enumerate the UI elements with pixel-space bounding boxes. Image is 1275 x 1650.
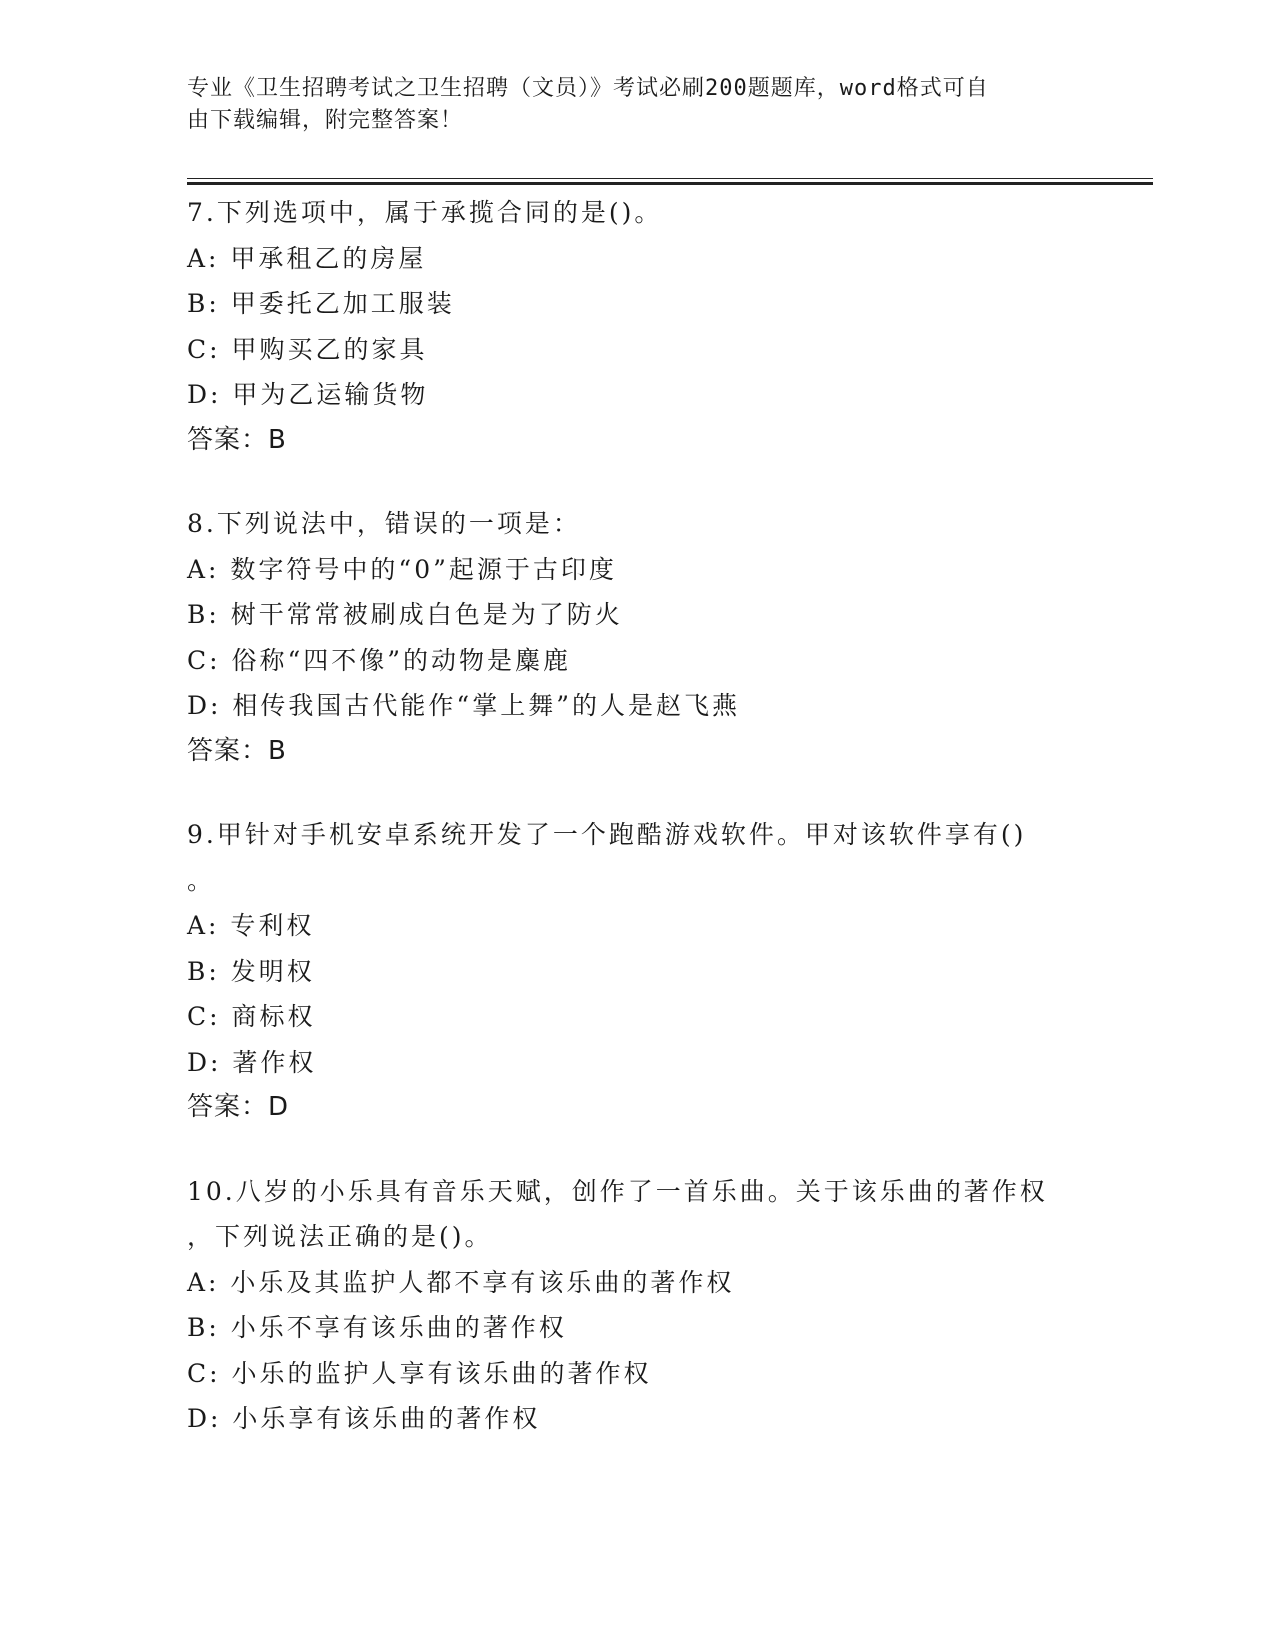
option-b: B: 甲委托乙加工服装 (187, 289, 455, 318)
question-list (187, 190, 1087, 1480)
option-c: C: 商标权 (187, 1002, 316, 1031)
option-d: D: 相传我国古代能作“掌上舞”的人是赵飞燕 (187, 691, 740, 720)
header-divider-thin (187, 178, 1153, 179)
question-stem-continued: 。 (187, 865, 216, 895)
option-a: A: 小乐及其监护人都不享有该乐曲的著作权 (187, 1267, 735, 1297)
header-line-1: 专业《卫生招聘考试之卫生招聘（文员）》考试必刷200题题库，word格式可自 (187, 76, 989, 101)
document-header (187, 73, 1067, 137)
option-c: C: 俗称“四不像”的动物是麋鹿 (187, 645, 572, 675)
option-a: A: 专利权 (187, 911, 315, 940)
option-b: B: 发明权 (187, 956, 315, 986)
option-b: B: 树干常常被刷成白色是为了防火 (187, 600, 623, 629)
question-stem: 7.下列选项中，属于承揽合同的是()。 (187, 198, 663, 227)
option-a: A: 甲承租乙的房屋 (187, 243, 427, 273)
question-stem-continued: ，下列说法正确的是()。 (187, 1222, 493, 1251)
header-divider-thick (187, 182, 1153, 185)
option-c: C: 小乐的监护人享有该乐曲的著作权 (187, 1358, 652, 1388)
question-stem: 9.甲针对手机安卓系统开发了一个跑酷游戏软件。甲对该软件享有() (187, 820, 1027, 849)
question-stem: 10.八岁的小乐具有音乐天赋，创作了一首乐曲。关于该乐曲的著作权 (187, 1176, 1048, 1206)
question-10 (187, 1169, 1087, 1442)
answer-label: 答案：D (187, 1092, 290, 1122)
option-b: B: 小乐不享有该乐曲的著作权 (187, 1313, 567, 1342)
option-c: C: 甲购买乙的家具 (187, 334, 428, 364)
question-7 (187, 190, 1087, 463)
answer-label: 答案：B (187, 424, 287, 455)
header-line-2: 由下载编辑，附完整答案！ (187, 108, 464, 133)
answer-label: 答案：B (187, 735, 287, 766)
question-8 (187, 501, 1087, 774)
option-a: A: 数字符号中的“0”起源于古印度 (187, 554, 617, 584)
option-d: D: 小乐享有该乐曲的著作权 (187, 1404, 541, 1433)
option-d: D: 甲为乙运输货物 (187, 380, 429, 409)
option-d: D: 著作权 (187, 1047, 317, 1077)
question-stem: 8.下列说法中，错误的一项是： (187, 509, 581, 538)
question-9 (187, 812, 1087, 1131)
